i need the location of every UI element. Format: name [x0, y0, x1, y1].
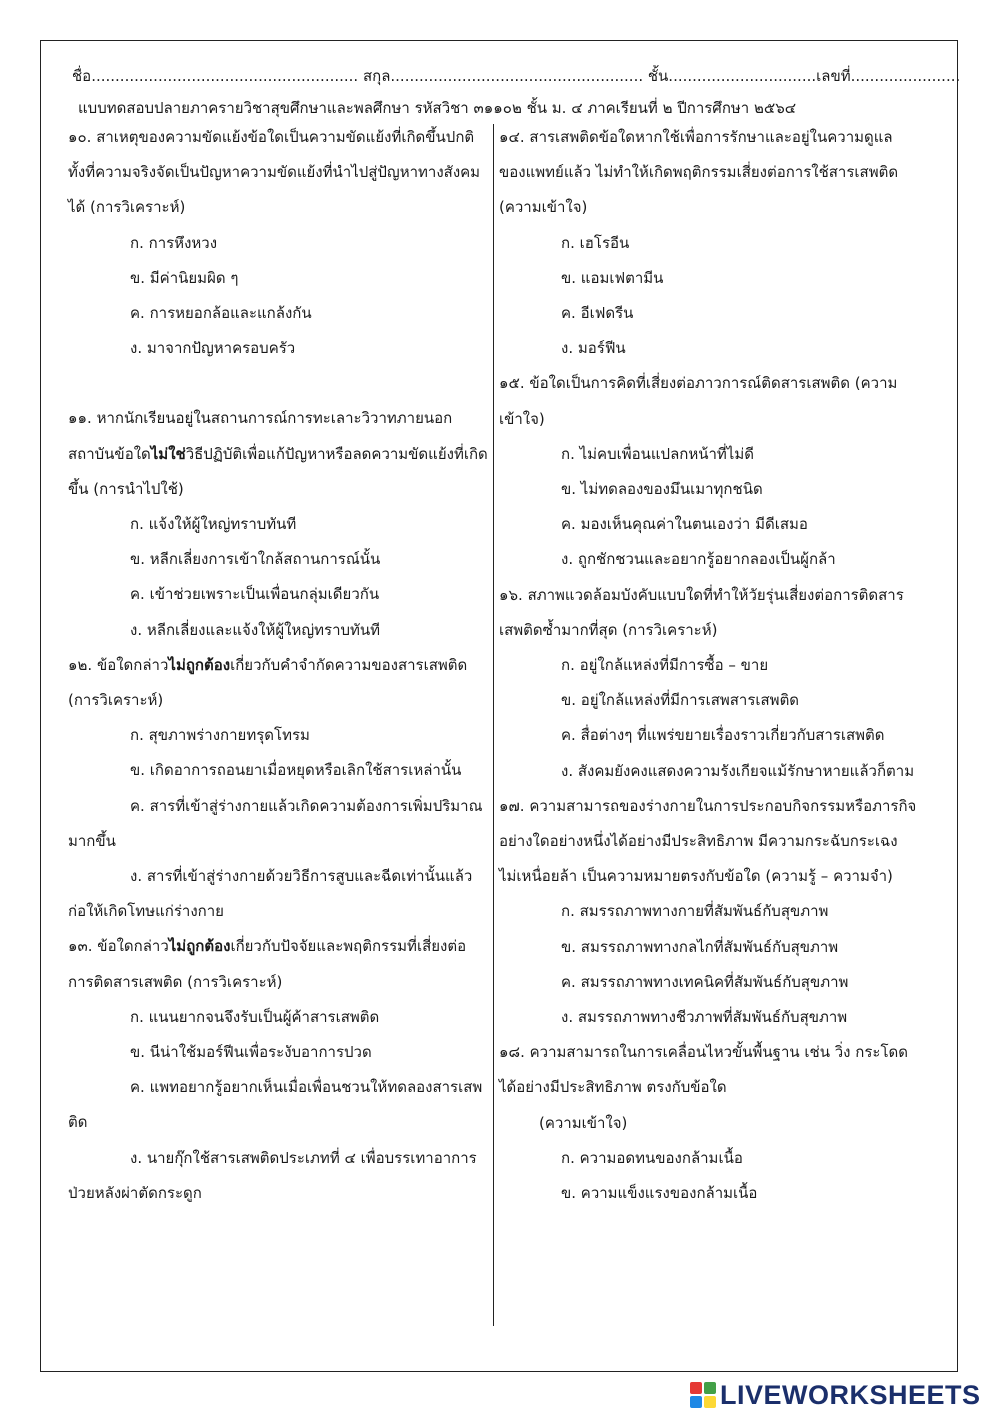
liveworksheets-logo[interactable]: [690, 1380, 981, 1410]
q18-option-b[interactable]: ข. ความแข็งแรงของกล้ามเนื้อ: [561, 1184, 758, 1203]
q12-option-a[interactable]: ก. สุขภาพร่างกายทรุดโทรม: [130, 726, 310, 745]
q16-option-a[interactable]: ก. อยู่ใกล้แหล่งที่มีการซื้อ – ขาย: [561, 656, 769, 675]
column-divider: [493, 124, 494, 1326]
q13-option-a[interactable]: ก. แนนยากจนจึงรับเป็นผู้ค้าสารเสพติด: [130, 1007, 380, 1026]
question-12: ๑๒. ข้อใดกล่าวไม่ถูกต้องเกี่ยวกับคำจำกัดความของสารเสพติด (การวิเคราะห์): [68, 655, 468, 710]
q16-option-c[interactable]: ค. สื่อต่างๆ ที่แพร่ขยายเรื่องราวเกี่ยวกับสารเสพติด: [561, 726, 885, 745]
q14-option-d[interactable]: ง. มอร์ฟีน: [561, 339, 626, 358]
left-column: [68, 120, 488, 1211]
question-18-level: (ความเข้าใจ): [539, 1113, 628, 1132]
q18-option-a[interactable]: ก. ความอดทนของกล้ามเนื้อ: [561, 1148, 743, 1167]
q15-option-d[interactable]: ง. ถูกชักชวนและอยากรู้อยากลองเป็นผู้กล้า: [561, 550, 836, 569]
q11-option-c[interactable]: ค. เข้าช่วยเพราะเป็นเพื่อนกลุ่มเดียวกัน: [130, 585, 380, 604]
q11-option-d[interactable]: ง. หลีกเลี่ยงและแจ้งให้ผู้ใหญ่ทราบทันที: [130, 620, 381, 639]
question-17: ๑๗. ความสามารถของร่างกายในการประกอบกิจกรรมหรือภารกิจอย่างใดอย่างหนึ่งได้อย่างมีประสิทธิภาพ มีความกระฉับกระเฉง ไม่เหนื่อยล้า เป็นความหมายตรงกับข้อใด (ความรู้ – ความจำ): [499, 796, 917, 886]
liveworksheets-logo-icon: [690, 1382, 716, 1408]
q16-option-b[interactable]: ข. อยู่ใกล้แหล่งที่มีการเสพสารเสพติด: [561, 691, 800, 710]
q14-option-c[interactable]: ค. อีเฟดรีน: [561, 304, 634, 323]
question-13: ๑๓. ข้อใดกล่าวไม่ถูกต้องเกี่ยวกับปัจจัยและพฤติกรรมที่เสี่ยงต่อการติดสารเสพติด (การวิเคราะห์): [68, 937, 467, 991]
q17-option-d[interactable]: ง. สมรรถภาพทางชีวภาพที่สัมพันธ์กับสุขภาพ: [561, 1008, 848, 1027]
question-14: ๑๔. สารเสพติดข้อใดหากใช้เพื่อการรักษาและอยู่ในความดูแลของแพทย์แล้ว ไม่ทำให้เกิดพฤติกรรมเสี่ยงต่อการใช้สารเสพติด (ความเข้าใจ): [499, 128, 899, 217]
q10-option-c[interactable]: ค. การหยอกล้อและแกล้งกัน: [130, 304, 312, 323]
q17-option-c[interactable]: ค. สมรรถภาพทางเทคนิคที่สัมพันธ์กับสุขภาพ: [561, 972, 849, 991]
q13-option-b[interactable]: ข. นีน่าใช้มอร์ฟีนเพื่อระงับอาการปวด: [130, 1043, 372, 1062]
q11-option-b[interactable]: ข. หลีกเลี่ยงการเข้าใกล้สถานการณ์นั้น: [130, 550, 381, 569]
q12-option-c[interactable]: ค. สารที่เข้าสู่ร่างกายแล้วเกิดความต้องการเพิ่มปริมาณมากขึ้น: [68, 796, 483, 850]
q14-option-a[interactable]: ก. เฮโรอีน: [561, 233, 630, 252]
q10-option-b[interactable]: ข. มีค่านิยมผิด ๆ: [130, 268, 239, 287]
question-16: ๑๖. สภาพแวดล้อมบังคับแบบใดที่ทำให้วัยรุ่นเสี่ยงต่อการติดสารเสพติดซ้ำมากที่สุด (การวิเคราะห์): [499, 585, 904, 639]
question-15: ๑๕. ข้อใดเป็นการคิดที่เสี่ยงต่อภาวการณ์ติดสารเสพติด (ความเข้าใจ): [499, 374, 898, 428]
q13-option-c[interactable]: ค. แพทอยากรู้อยากเห็นเมื่อเพื่อนชวนให้ทดลองสารเสพติด: [68, 1078, 483, 1132]
q11-option-a[interactable]: ก. แจ้งให้ผู้ใหญ่ทราบทันที: [130, 515, 297, 534]
q17-option-a[interactable]: ก. สมรรถภาพทางกายที่สัมพันธ์กับสุขภาพ: [561, 902, 829, 921]
q17-option-b[interactable]: ข. สมรรถภาพทางกลไกที่สัมพันธ์กับสุขภาพ: [561, 937, 839, 956]
q15-option-c[interactable]: ค. มองเห็นคุณค่าในตนเองว่า มีดีเสมอ: [561, 515, 808, 534]
student-info-line: ชื่อ........................................................ สกุล..................................................... ชั้น...............................เลขที่.......................: [72, 67, 961, 85]
q14-option-b[interactable]: ข. แอมเฟตามีน: [561, 268, 664, 287]
q10-option-d[interactable]: ง. มาจากปัญหาครอบครัว: [130, 339, 296, 358]
q12-option-d[interactable]: ง. สารที่เข้าสู่ร่างกายด้วยวิธีการสูบและฉีดเท่านั้นแล้วก่อให้เกิดโทษแก่ร่างกาย: [68, 867, 473, 921]
q16-option-d[interactable]: ง. สังคมยังคงแสดงความรังเกียจแม้รักษาหายแล้วก็ตาม: [561, 761, 915, 780]
q15-option-a[interactable]: ก. ไม่คบเพื่อนแปลกหน้าที่ไม่ดี: [561, 444, 754, 463]
exam-title: แบบทดสอบปลายภาครายวิชาสุขศึกษาและพลศึกษา รหัสวิชา ๓๑๑๐๒ ชั้น ม. ๔ ภาคเรียนที่ ๒ ปีการศึกษา ๒๕๖๔: [78, 99, 797, 117]
question-10: ๑๐. สาเหตุของความขัดแย้งข้อใดเป็นความขัดแย้งที่เกิดขึ้นปกติ ทั้งที่ความจริงจัดเป็นปัญหาความขัดแย้งที่นำไปสู่ปัญหาทางสังคมได้ (การวิเคราะห์): [68, 128, 481, 217]
q12-option-b[interactable]: ข. เกิดอาการถอนยาเมื่อหยุดหรือเลิกใช้สารเหล่านั้น: [130, 761, 462, 780]
brand-name: LIVEWORKSHEETS: [720, 1379, 981, 1410]
question-11: ๑๑. หากนักเรียนอยู่ในสถานการณ์การทะเลาะวิวาทภายนอกสถาบันข้อใดไม่ใช่วิธีปฏิบัติเพื่อแก้ปัญหาหรือลดความขัดแย้งที่เกิดขึ้น (การนำไปใช้): [68, 409, 488, 498]
question-18: ๑๘. ความสามารถในการเคลื่อนไหวขั้นพื้นฐาน เช่น วิ่ง กระโดด ได้อย่างมีประสิทธิภาพ ตรงกับข้อใด: [499, 1043, 908, 1097]
q10-option-a[interactable]: ก. การหึงหวง: [130, 233, 218, 252]
q13-option-d[interactable]: ง. นายกุ๊กใช้สารเสพติดประเภทที่ ๔ เพื่อบรรเทาอาการป่วยหลังผ่าตัดกระดูก: [68, 1148, 477, 1202]
q15-option-b[interactable]: ข. ไม่ทดลองของมึนเมาทุกชนิด: [561, 480, 763, 499]
right-column: [499, 120, 919, 1211]
